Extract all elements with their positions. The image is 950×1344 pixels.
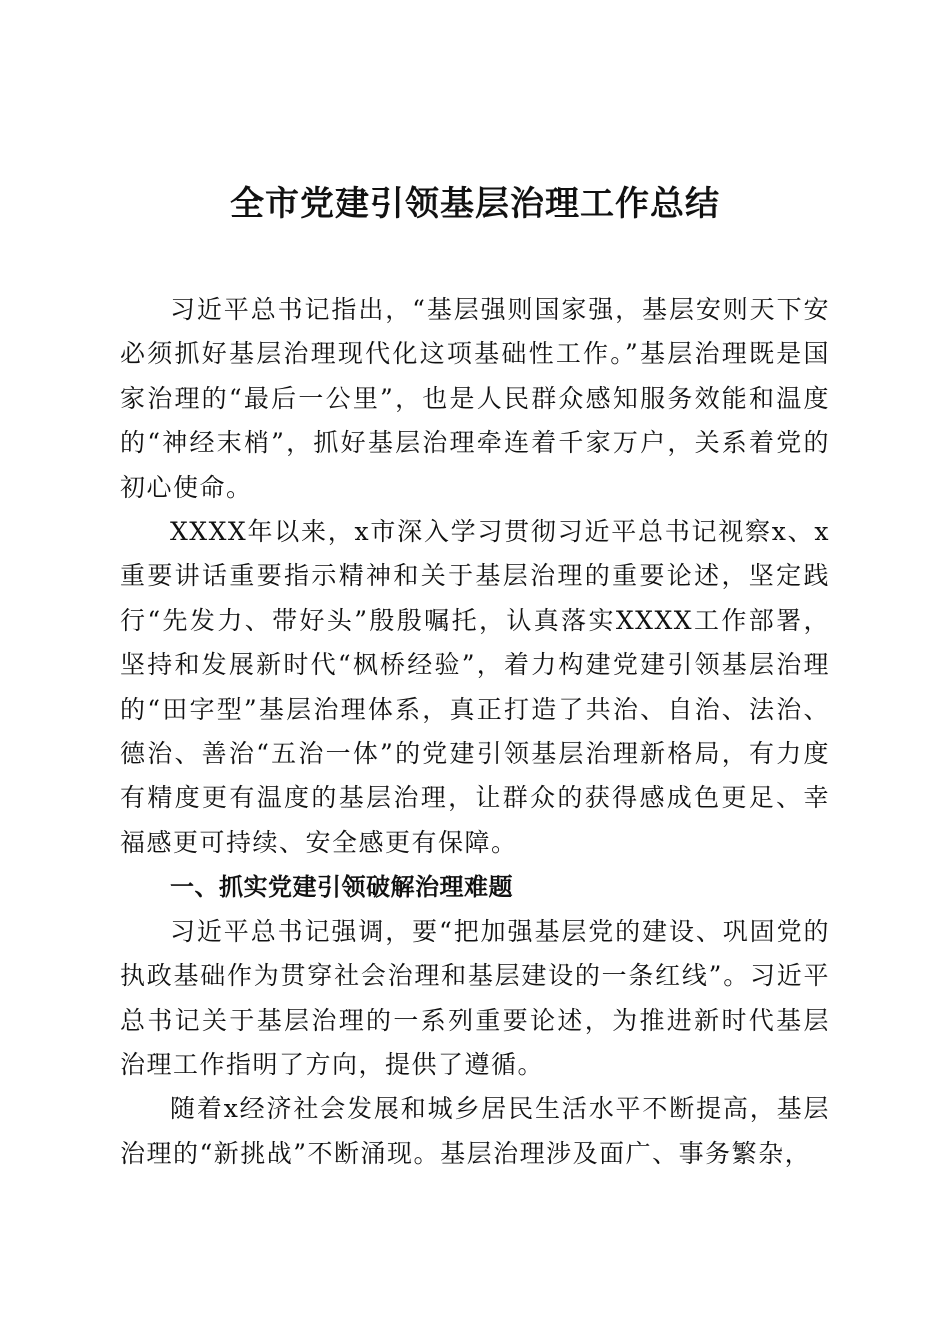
document-body (120, 288, 830, 1176)
section-heading: 一、抓实党建引领破解治理难题 (170, 873, 513, 902)
document-page (120, 0, 830, 1176)
document-title: 全市党建引领基层治理工作总结 (230, 184, 720, 224)
overview-paragraph: XXXX年以来，x市深入学习贯彻习近平总书记视察x、x重要讲话重要指示精神和关于基层治理的重要论述，坚定践行“先发力、带好头”殷殷嘱托，认真落实XXXX工作部署，坚持和发展新时代“枫桥经验”，着力构建党建引领基层治理的“田字型”基层治理体系，真正打造了共治、自治、法治、德治、善治“五治一体”的党建引领基层治理新格局，有力度有精度更有温度的基层治理，让群众的获得感成色更足、幸福感更可持续、安全感更有保障。 (120, 517, 830, 857)
intro-paragraph: 习近平总书记指出，“基层强则国家强，基层安则天下安必须抓好基层治理现代化这项基础性工作。”基层治理既是国家治理的“最后一公里”，也是人民群众感知服务效能和温度的“神经末梢”，抓好基层治理牵连着千家万户，关系着党的初心使命。 (120, 295, 830, 502)
section-paragraph: 随着x经济社会发展和城乡居民生活水平不断提高，基层治理的“新挑战”不断涌现。基层治理涉及面广、事务繁杂， (120, 1094, 830, 1168)
section-paragraph: 习近平总书记强调，要“把加强基层党的建设、巩固党的执政基础作为贯穿社会治理和基层建设的一条红线”。习近平总书记关于基层治理的一系列重要论述，为推进新时代基层治理工作指明了方向，提供了遵循。 (120, 916, 830, 1079)
